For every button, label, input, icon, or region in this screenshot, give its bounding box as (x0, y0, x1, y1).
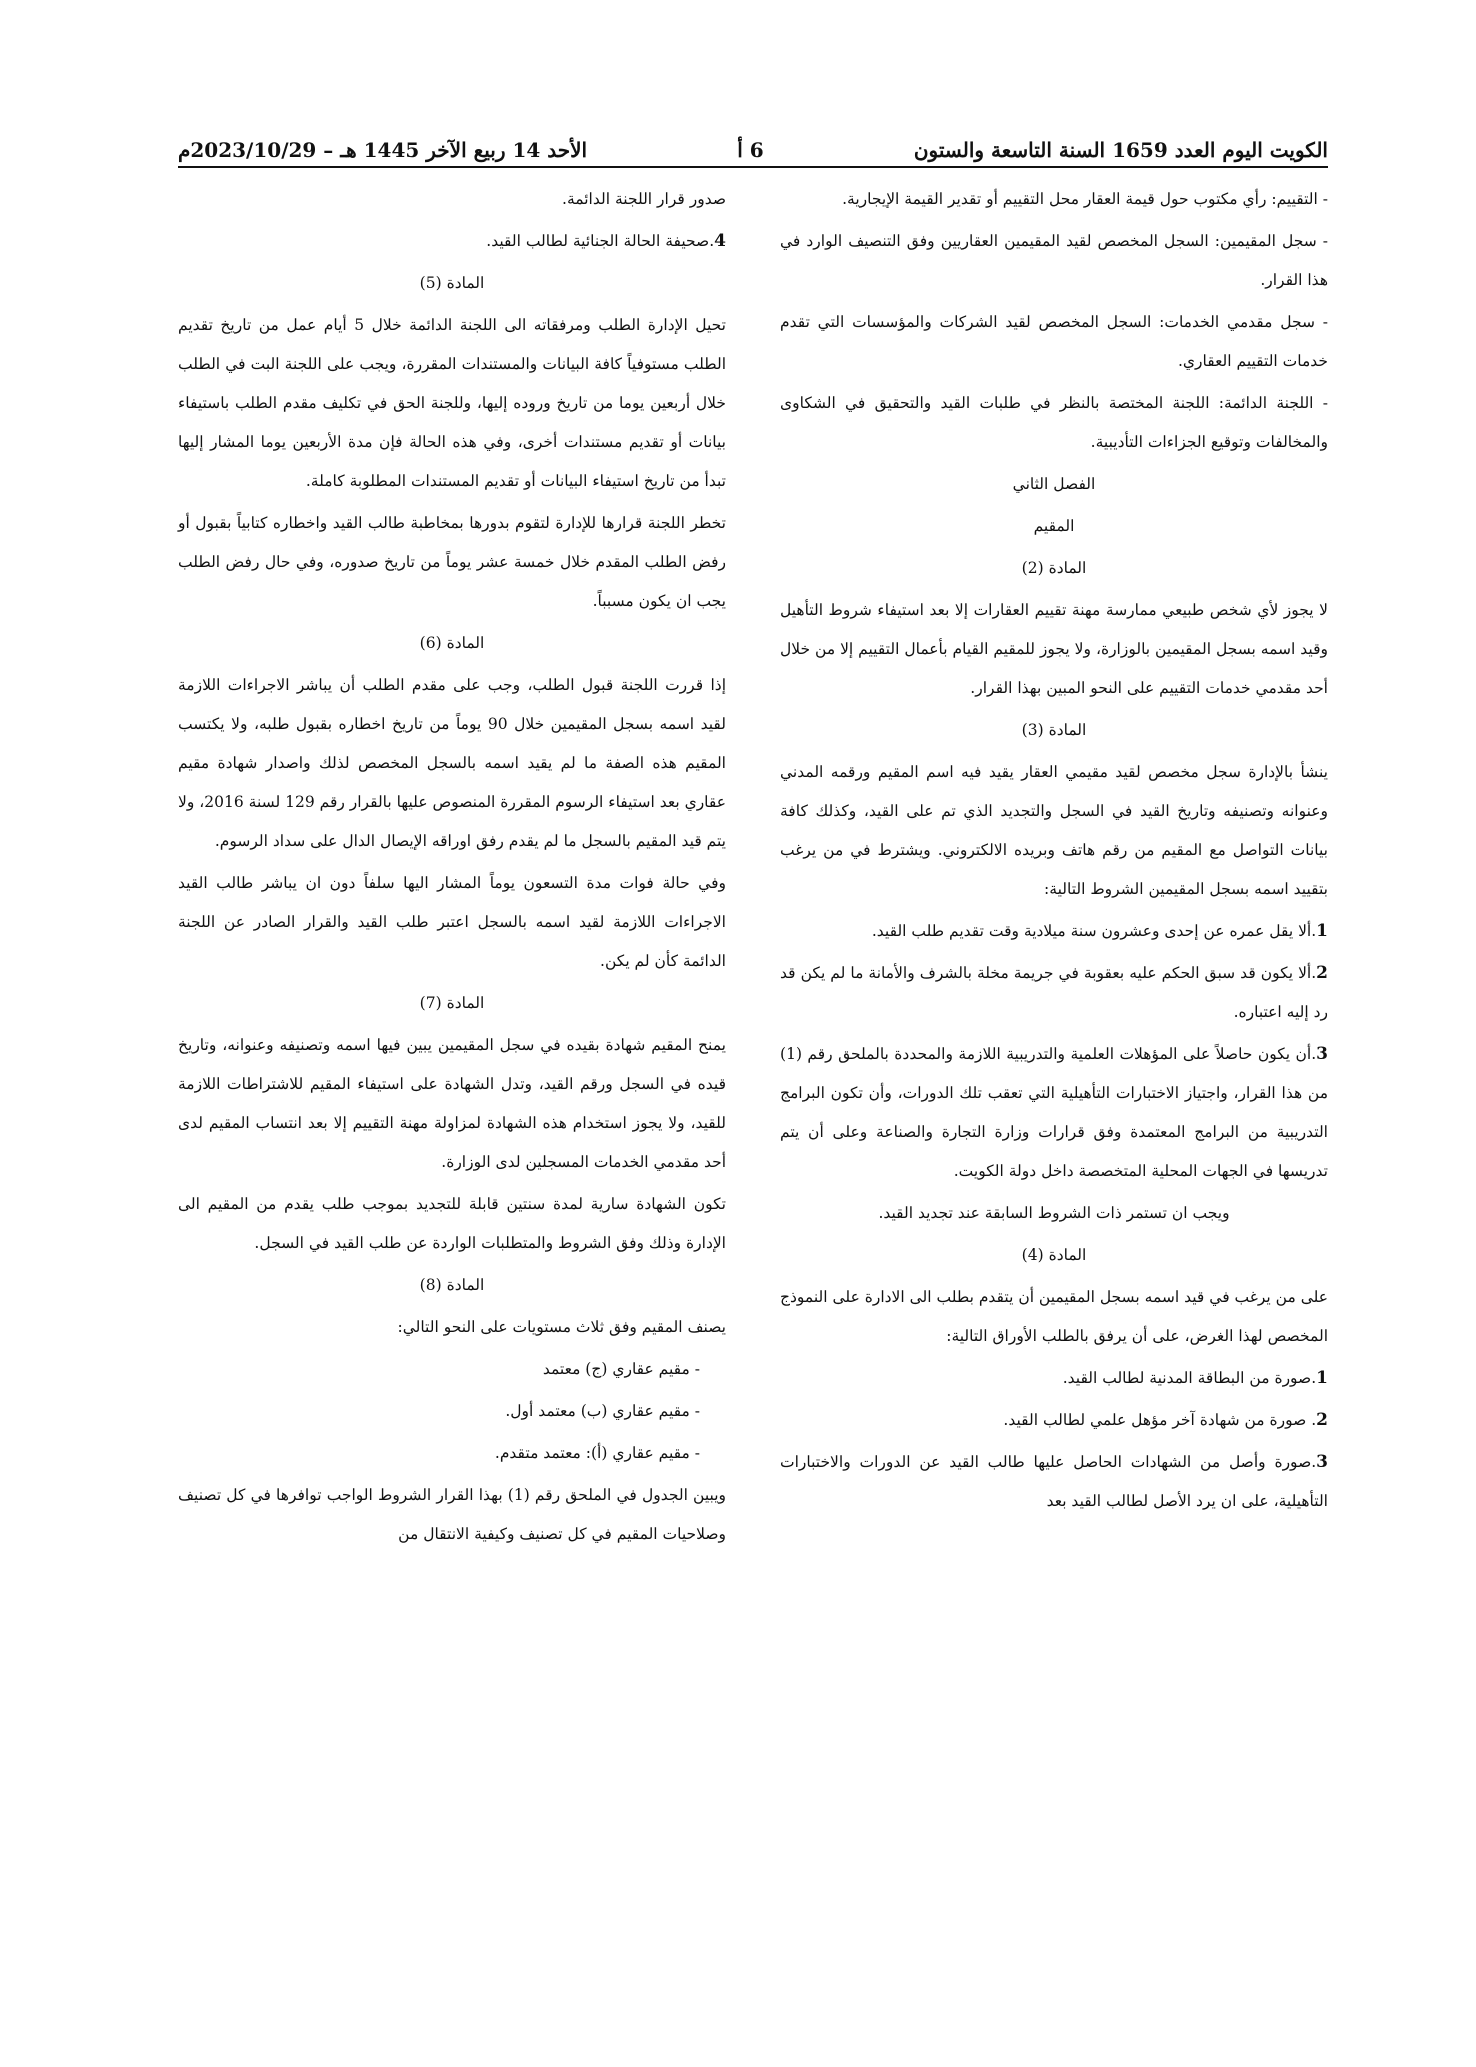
article-3-title: المادة (3) (1021, 721, 1087, 739)
condition-3 (780, 1035, 1328, 1191)
article-8-paragraph-2: ويبين الجدول في الملحق رقم (1) بهذا القرار الشروط الواجب توافرها في كل تصنيف وصلاحيات المقيم في كل تصنيف وكيفية الانتقال من (178, 1486, 726, 1543)
right-column (780, 180, 1328, 1524)
document-3-number: 3 (1316, 1452, 1328, 1472)
document-1-number: 1 (1316, 1368, 1328, 1388)
header-page-number: 6 أ (737, 138, 764, 162)
renewal-note: ويجب ان تستمر ذات الشروط السابقة عند تجديد القيد. (878, 1204, 1230, 1222)
condition-3-number: 3 (1316, 1044, 1328, 1064)
article-6-title: المادة (6) (419, 634, 485, 652)
definition-valuation: - التقييم: رأي مكتوب حول قيمة العقار محل التقييم أو تقدير القيمة الإيجارية. (780, 180, 1328, 219)
condition-2-number: 2 (1316, 963, 1328, 983)
definition-providers-register: - سجل مقدمي الخدمات: السجل المخصص لقيد الشركات والمؤسسات التي تقدم خدمات التقييم العقاري. (780, 303, 1328, 381)
left-column (178, 180, 726, 1557)
document-1-text: .صورة من البطاقة المدنية لطالب القيد. (1062, 1369, 1317, 1387)
document-2-number: 2 (1316, 1410, 1328, 1430)
document-3 (780, 1443, 1328, 1521)
article-2-title: المادة (2) (1021, 559, 1087, 577)
page-header (178, 122, 1328, 162)
article-2-text: لا يجوز لأي شخص طبيعي ممارسة مهنة تقييم العقارات إلا بعد استيفاء شروط التأهيل وقيد اسمه بسجل المقيمين بالوزارة، ولا يجوز للمقيم القيام بأعمال التقييم إلا من خلال أحد مقدمي خدمات التقييم على النحو المبين بهذا القرار. (780, 601, 1328, 697)
condition-2 (780, 954, 1328, 1032)
condition-1-text: .ألا يقل عمره عن إحدى وعشرون سنة ميلادية وقت تقديم طلب القيد. (871, 922, 1317, 940)
definition-standing-committee: - اللجنة الدائمة: اللجنة المختصة بالنظر في طلبات القيد والتحقيق في الشكاوى والمخالفات وتوقيع الجزاءات التأديبية. (780, 384, 1328, 462)
chapter-heading: الفصل الثاني (1012, 475, 1096, 493)
definition-valuers-register: - سجل المقيمين: السجل المخصص لقيد المقيمين العقاريين وفق التنصيف الوارد في هذا القرار. (780, 222, 1328, 300)
article-6-paragraph-1: إذا قررت اللجنة قبول الطلب، وجب على مقدم الطلب أن يباشر الاجراءات اللازمة لقيد اسمه بسجل المقيمين خلال 90 يوماً من تاريخ اخطاره بقبول طلبه، ولا يكتسب المقيم هذه الصفة ما لم يقيد اسمه بالسجل المخصص لذلك واصدار شهادة مقيم عقاري بعد استيفاء الرسوم المقررة المنصوص عليها بالقرار رقم 129 لسنة 2016، ولا يتم قيد المقيم بالسجل ما لم يقدم رفق اوراقه الإيصال الدال على سداد الرسوم. (177, 676, 726, 850)
article-5-title: المادة (5) (419, 274, 485, 292)
chapter-title: المقيم (1033, 517, 1075, 535)
condition-3-text: .أن يكون حاصلاً على المؤهلات العلمية والتدريبية اللازمة والمحددة بالملحق رقم (1) من هذا القرار، واجتياز الاختبارات التأهيلية التي تعقب تلك الدورات، وأن تكون البرامج التدريبية من البرامج المعتمدة وفق قرارات وزارة التجارة والصناعة وعلى أن يتم تدريسها في الجهات المحلية المتخصصة داخل دولة الكويت. (780, 1045, 1328, 1180)
article-8-intro: يصنف المقيم وفق ثلاث مستويات على النحو التالي: (397, 1318, 726, 1336)
continuation-text: صدور قرار اللجنة الدائمة. (562, 190, 726, 208)
article-5-paragraph-1: تحيل الإدارة الطلب ومرفقاته الى اللجنة الدائمة خلال 5 أيام عمل من تاريخ تقديم الطلب مستوفياً كافة البيانات والمستندات المقررة، ويجب على اللجنة البت في الطلب خلال أربعين يوما من تاريخ وروده إليها، وللجنة الحق في تكليف مقدم الطلب باستيفاء بيانات أو تقديم مستندات أخرى، وفي هذه الحالة فإن مدة الأربعين يوما المشار إليها تبدأ من تاريخ استيفاء البيانات أو تقديم المستندات المطلوبة كاملة. (178, 316, 726, 490)
document-2 (780, 1401, 1328, 1440)
article-3-text: ينشأ بالإدارة سجل مخصص لقيد مقيمي العقار يقيد فيه اسم المقيم ورقمه المدني وعنوانه وتصنيفه وتاريخ القيد في السجل والتجديد الذي تم على القيد، وكذلك كافة بيانات التواصل مع المقيم من رقم هاتف وبريده الالكتروني. ويشترط في من يرغب بتقييد اسمه بسجل المقيمين الشروط التالية: (780, 763, 1328, 898)
condition-2-text: .ألا يكون قد سبق الحكم عليه بعقوبة في جريمة مخلة بالشرف والأمانة ما لم يكن قد رد إليه اعتباره. (780, 964, 1328, 1021)
document-2-text: . صورة من شهادة آخر مؤهل علمي لطالب القيد. (1003, 1411, 1317, 1429)
valuer-level-a: - مقيم عقاري (أ): معتمد متقدم. (178, 1434, 726, 1473)
article-4-text: على من يرغب في قيد اسمه بسجل المقيمين أن يتقدم بطلب الى الادارة على النموذج المخصص لهذا الغرض، على أن يرفق بالطلب الأوراق التالية: (780, 1288, 1328, 1345)
header-rule (178, 166, 1328, 168)
document-4-number: 4 (714, 231, 726, 251)
document-1 (780, 1359, 1328, 1398)
valuer-level-c: - مقيم عقاري (ج) معتمد (178, 1350, 726, 1389)
condition-1 (780, 912, 1328, 951)
document-3-text: .صورة وأصل من الشهادات الحاصل عليها طالب القيد عن الدورات والاختبارات التأهيلية، على ان يرد الأصل لطالب القيد بعد (780, 1453, 1328, 1510)
article-4-title: المادة (4) (1021, 1246, 1087, 1264)
article-8-title: المادة (8) (419, 1276, 485, 1294)
valuer-level-b: - مقيم عقاري (ب) معتمد أول. (178, 1392, 726, 1431)
header-issue: الكويت اليوم العدد 1659 السنة التاسعة والستون (913, 138, 1328, 162)
condition-1-number: 1 (1316, 921, 1328, 941)
article-6-paragraph-2: وفي حالة فوات مدة التسعون يوماً المشار اليها سلفاً دون ان يباشر طالب القيد الاجراءات اللازمة لقيد اسمه بالسجل اعتبر طلب القيد والقرار الصادر عن اللجنة الدائمة كأن لم يكن. (178, 874, 726, 970)
article-5-paragraph-2: تخطر اللجنة قرارها للإدارة لتقوم بدورها بمخاطبة طالب القيد واخطاره كتابياً بقبول أو رفض الطلب المقدم خلال خمسة عشر يوماً من تاريخ صدوره، وفي حال رفض الطلب يجب ان يكون مسبباً. (178, 514, 726, 610)
document-4 (178, 222, 726, 261)
article-7-paragraph-1: يمنح المقيم شهادة بقيده في سجل المقيمين يبين فيها اسمه وتصنيفه وعنوانه، وتاريخ قيده في السجل ورقم القيد، وتدل الشهادة على استيفاء المقيم للاشتراطات اللازمة للقيد، ولا يجوز استخدام هذه الشهادة لمزاولة مهنة التقييم إلا بعد انتساب المقيم لدى أحد مقدمي الخدمات المسجلين لدى الوزارة. (178, 1036, 726, 1171)
header-date: الأحد 14 ربيع الآخر 1445 هـ – 2023/10/29م (178, 138, 588, 162)
document-4-text: .صحيفة الحالة الجنائية لطالب القيد. (486, 232, 715, 250)
article-7-paragraph-2: تكون الشهادة سارية لمدة سنتين قابلة للتجديد بموجب طلب يقدم من المقيم الى الإدارة وذلك وفق الشروط والمتطلبات الواردة عن طلب القيد في السجل. (178, 1195, 726, 1252)
article-7-title: المادة (7) (419, 994, 485, 1012)
